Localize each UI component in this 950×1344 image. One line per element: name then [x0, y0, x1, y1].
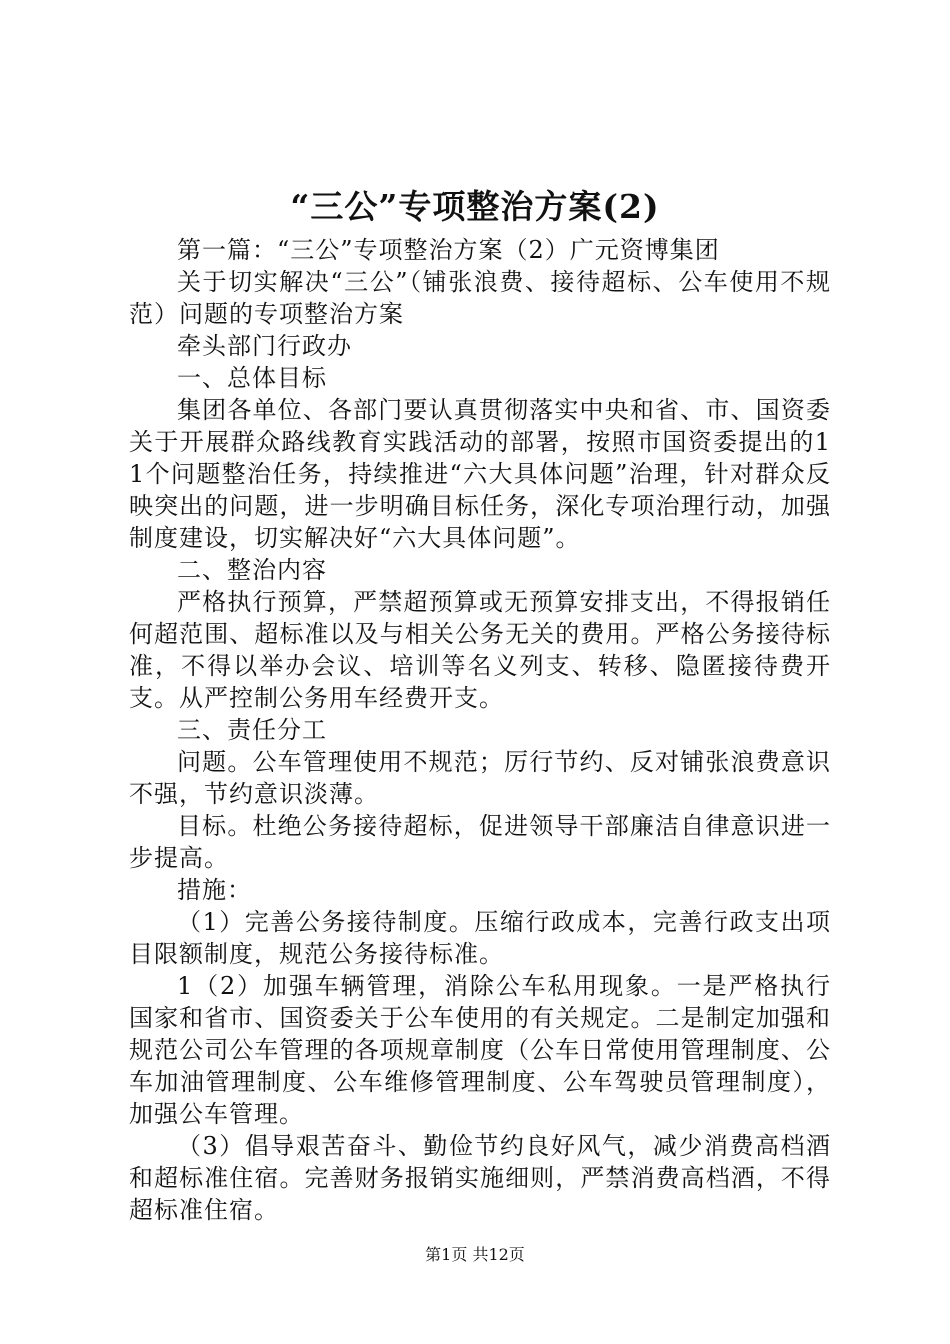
document-body — [129, 234, 831, 1226]
paragraph: 第一篇：“三公”专项整治方案（2）广元资博集团 — [177, 236, 720, 264]
section-heading: 三、责任分工 — [177, 716, 327, 744]
section-heading: 二、整治内容 — [177, 556, 327, 584]
paragraph: （3）倡导艰苦奋斗、勤俭节约良好风气，减少消费高档酒和超标准住宿。完善财务报销实施细则，严禁消费高档酒，不得超标准住宿。 — [129, 1132, 831, 1224]
paragraph: 目标。杜绝公务接待超标，促进领导干部廉洁自律意识进一步提高。 — [129, 812, 831, 872]
page-footer: 第1页 共12页 — [425, 1245, 525, 1264]
paragraph: 1（2）加强车辆管理，消除公车私用现象。一是严格执行国家和省市、国资委关于公车使用的有关规定。二是制定加强和规范公司公车管理的各项规章制度（公车日常使用管理制度、公车加油管理制度、公车维修管理制度、公车驾驶员管理制度），加强公车管理。 — [129, 972, 831, 1128]
section-heading: 一、总体目标 — [177, 364, 327, 392]
paragraph: 集团各单位、各部门要认真贯彻落实中央和省、市、国资委关于开展群众路线教育实践活动的部署，按照市国资委提出的11个问题整治任务，持续推进“六大具体问题”治理，针对群众反映突出的问题，进一步明确目标任务，深化专项治理行动，加强制度建设，切实解决好“六大具体问题”。 — [129, 396, 831, 552]
paragraph: 严格执行预算，严禁超预算或无预算安排支出，不得报销任何超范围、超标准以及与相关公务无关的费用。严格公务接待标准，不得以举办会议、培训等名义列支、转移、隐匿接待费开支。从严控制公务用车经费开支。 — [129, 588, 831, 712]
paragraph: 牵头部门行政办 — [177, 332, 352, 360]
paragraph: 问题。公车管理使用不规范；厉行节约、反对铺张浪费意识不强，节约意识淡薄。 — [129, 748, 831, 808]
paragraph: 措施： — [177, 876, 252, 904]
paragraph: 关于切实解决“三公”（铺张浪费、接待超标、公车使用不规范）问题的专项整治方案 — [129, 268, 831, 328]
document-title: “三公”专项整治方案(2) — [290, 187, 660, 226]
paragraph: （1）完善公务接待制度。压缩行政成本，完善行政支出项目限额制度，规范公务接待标准。 — [129, 908, 831, 968]
